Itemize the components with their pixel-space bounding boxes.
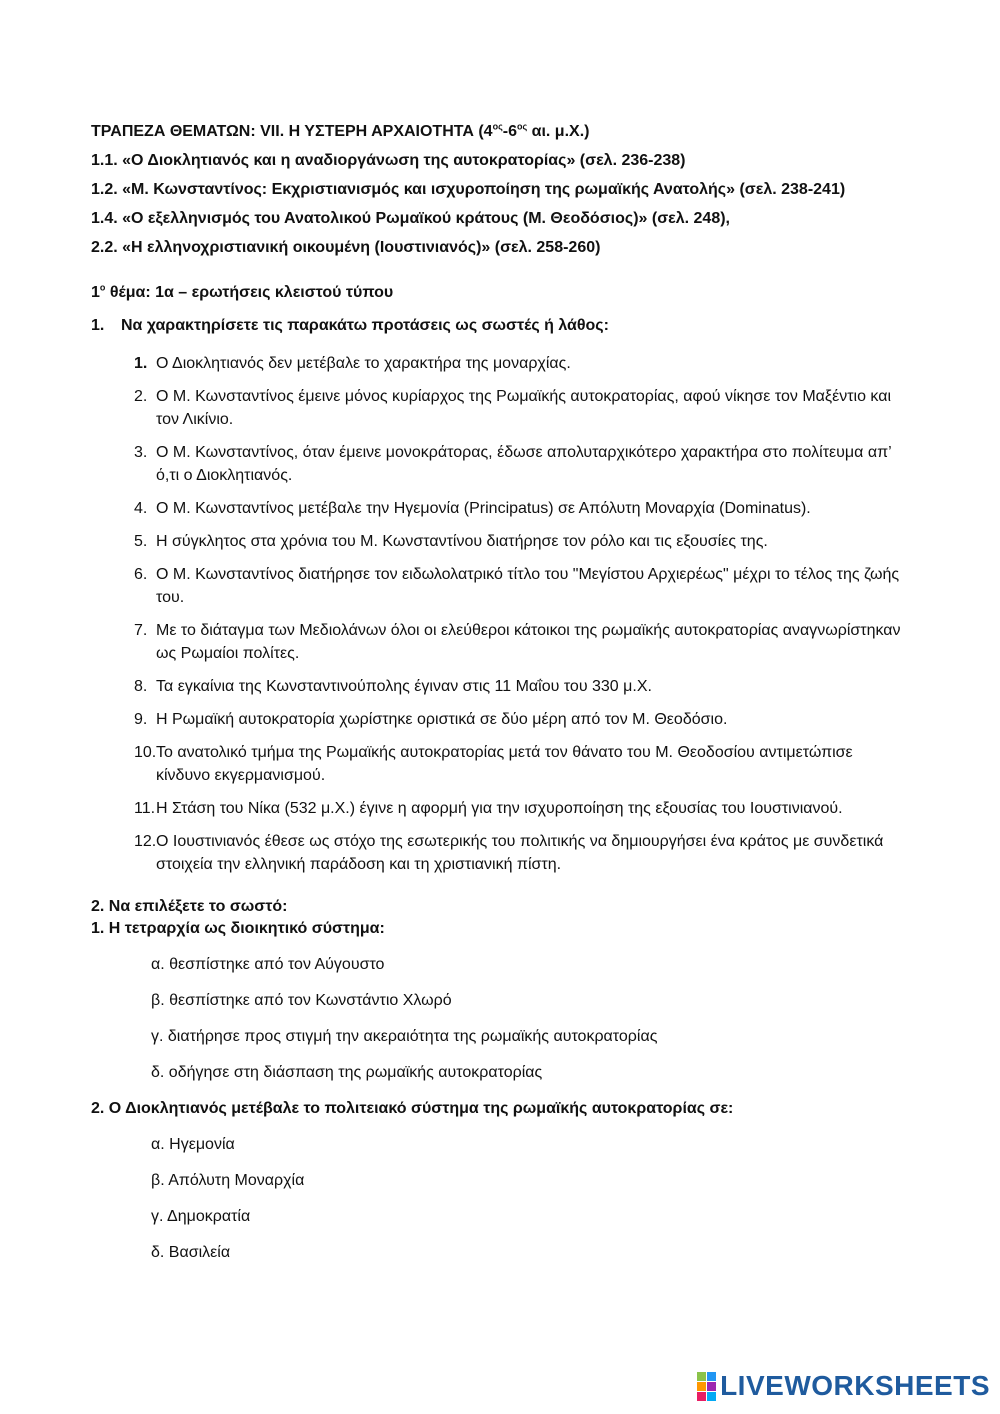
statement-item [120,619,910,665]
statement-number-text: 7. [134,622,148,639]
question-2-2-title: 2. Ο Διοκλητιανός μετέβαλε το πολιτειακό σύστημα της ρωμαϊκής αυτοκρατορίας σε: [91,1100,734,1117]
statement-number-text: 8. [134,678,148,695]
question-2-1-options [91,954,951,1084]
statement-number-text: 1. [134,355,148,372]
statement-item [120,797,910,820]
section-title: $1^o$ θέμα: 1α – ερωτήσεις κλειστού τύπου [91,282,394,301]
answer-option[interactable]: β. Απόλυτη Μοναρχία [151,1172,305,1189]
statement-item [120,530,910,553]
statement-number-text: 12. [134,833,157,850]
statement-text: Με το διάταγμα των Μεδιολάνων όλοι οι ελεύθεροι κάτοικοι της ρωμαϊκής αυτοκρατορίας αναγνωρίστηκαν ως Ρωμαίοι πολίτες. [156,622,901,662]
logo-square [707,1382,716,1391]
statement-number-text: 4. [134,500,148,517]
document-title: ΤΡΑΠΕΖΑ ΘΕΜΑΤΩΝ: VII. Η ΥΣΤΕΡΗ ΑΡΧΑΙΟΤΗΤΑ ($4^{o\varsigma}-6^{o\varsigma}$ αι. μ.Χ.) [91,121,590,140]
statement-text: Ο Μ. Κωνσταντίνος διατήρησε τον ειδωλολατρικό τίτλο του "Μεγίστου Αρχιερέως" μέχρι το τέλος της ζωής του. [156,566,900,606]
statement-number [120,708,156,731]
statement-number [120,797,156,820]
statement-number-text: 6. [134,566,148,583]
statement-item [120,385,910,431]
statement-item [120,830,910,876]
question-1-title [91,315,609,337]
question-1-number: 1. [91,317,105,334]
statement-item [120,741,910,787]
statement-list [120,352,910,886]
logo-square [697,1382,706,1391]
answer-option[interactable]: γ. διατήρησε προς στιγμή την ακεραιότητα της ρωμαϊκής αυτοκρατορίας [151,1028,658,1045]
answer-option[interactable]: α. θεσπίστηκε από τον Αύγουστο [151,956,385,973]
statement-text: Ο Διοκλητιανός δεν μετέβαλε το χαρακτήρα της μοναρχίας. [156,355,571,372]
question-2-1-title: 1. Η τετραρχία ως διοικητικό σύστημα: [91,920,385,937]
statement-number [120,441,156,487]
logo-square [707,1392,716,1401]
statement-number-text: 2. [134,388,148,405]
statement-number-text: 5. [134,533,148,550]
statement-text: Τα εγκαίνια της Κωνσταντινούπολης έγιναν στις 11 Μαΐου του 330 μ.Χ. [156,678,652,695]
liveworksheets-logo [697,1370,990,1402]
statement-number [120,830,156,876]
statement-text: Ο Μ. Κωνσταντίνος έμεινε μόνος κυρίαρχος της Ρωμαϊκής αυτοκρατορίας, αφού νίκησε τον Μαξέντιο και τον Λικίνιο. [156,388,892,428]
statement-item [120,497,910,520]
statement-item [120,352,910,375]
statement-text: Ο Ιουστινιανός έθεσε ως στόχο της εσωτερικής του πολιτικής να δημιουργήσει ένα κράτος με συνδετικά στοιχεία την ελληνική παράδοση και τη χριστιανική πίστη. [156,833,884,873]
statement-number-text: 3. [134,444,148,461]
question-2-block [91,896,951,1278]
statement-number [120,352,156,375]
chapter-ref-1-2: 1.2. «Μ. Κωνσταντίνος: Εκχριστιανισμός και ισχυροποίηση της ρωμαϊκής Ανατολής» (σελ. 238-241) [91,181,846,198]
statement-number [120,619,156,665]
statement-number-text: 9. [134,711,148,728]
logo-text: LIVEWORKSHEETS [720,1370,990,1401]
statement-number-text: 11. [134,800,156,817]
statement-number [120,741,156,787]
answer-option[interactable]: δ. οδήγησε στη διάσπαση της ρωμαϊκής αυτοκρατορίας [151,1064,543,1081]
logo-icon [697,1372,716,1401]
statement-item [120,441,910,487]
statement-number [120,385,156,431]
statement-item [120,563,910,609]
answer-option[interactable]: γ. Δημοκρατία [151,1208,251,1225]
statement-item [120,675,910,698]
answer-option[interactable]: δ. Βασιλεία [151,1244,231,1261]
statement-text: Ο Μ. Κωνσταντίνος, όταν έμεινε μονοκράτορας, έδωσε απολυταρχικότερο χαρακτήρα στο πολίτευμα απ’ ό,τι ο Διοκλητιανός. [156,444,892,484]
statement-number [120,563,156,609]
statement-text: Η Ρωμαϊκή αυτοκρατορία χωρίστηκε οριστικά σε δύο μέρη από τον Μ. Θεοδόσιο. [156,711,728,728]
statement-text: Ο Μ. Κωνσταντίνος μετέβαλε την Ηγεμονία (Principatus) σε Απόλυτη Μοναρχία (Dominatus). [156,500,811,517]
question-2-2-options [91,1134,951,1264]
statement-number-text: 10. [134,744,157,761]
chapter-ref-2-2: 2.2. «Η ελληνοχριστιανική οικουμένη (Ιουστινιανός)» (σελ. 258-260) [91,239,601,256]
statement-number [120,497,156,520]
header-block [91,121,951,266]
logo-square [707,1372,716,1381]
question-2-title: 2. Να επιλέξετε το σωστό: [91,898,288,915]
logo-square [697,1392,706,1401]
statement-number [120,530,156,553]
chapter-ref-1-4: 1.4. «Ο εξελληνισμός του Ανατολικού Ρωμαϊκού κράτους (Μ. Θεοδόσιος)» (σελ. 248), [91,210,730,227]
chapter-ref-1-1: 1.1. «Ο Διοκλητιανός και η αναδιοργάνωση της αυτοκρατορίας» (σελ. 236-238) [91,152,686,169]
logo-square [697,1372,706,1381]
statement-text: Η σύγκλητος στα χρόνια του Μ. Κωνσταντίνου διατήρησε τον ρόλο και τις εξουσίες της. [156,533,768,550]
question-1-text: Να χαρακτηρίσετε τις παρακάτω προτάσεις ως σωστές ή λάθος: [121,317,609,334]
answer-option[interactable]: α. Ηγεμονία [151,1136,235,1153]
statement-item [120,708,910,731]
answer-option[interactable]: β. θεσπίστηκε από τον Κωνστάντιο Χλωρό [151,992,452,1009]
statement-text: Η Στάση του Νίκα (532 μ.Χ.) έγινε η αφορμή για την ισχυροποίηση της εξουσίας του Ιουστινιανού. [156,800,843,817]
statement-text: Το ανατολικό τμήμα της Ρωμαϊκής αυτοκρατορίας μετά τον θάνατο του Μ. Θεοδοσίου αντιμετώπισε κίνδυνο εκγερμανισμού. [156,744,853,784]
statement-number [120,675,156,698]
